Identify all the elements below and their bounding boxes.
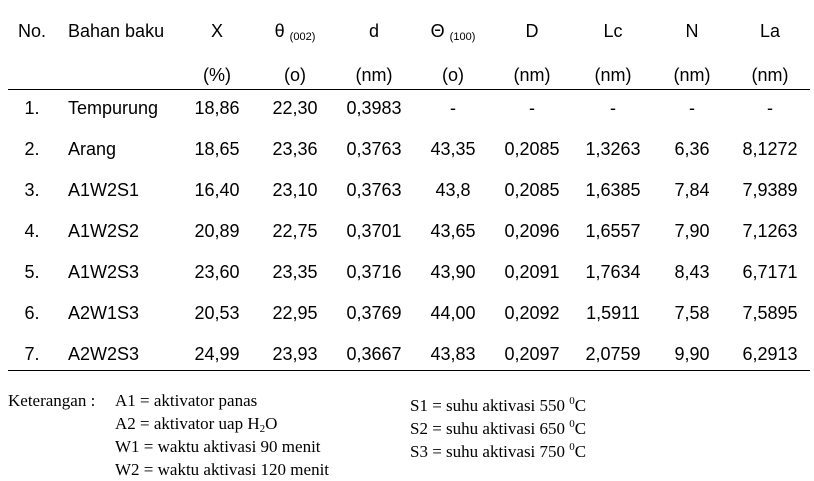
cell-n: 6,36 <box>674 139 710 159</box>
cell-crystallite-d: 0,2097 <box>504 344 560 364</box>
cell-theta-100: 43,83 <box>430 344 476 364</box>
cell-theta-100: 44,00 <box>430 303 476 323</box>
cell-d: 0,3667 <box>346 344 402 364</box>
cell-n: 7,58 <box>674 303 710 323</box>
cell-x: 16,40 <box>194 180 240 200</box>
header-d: d <box>368 21 380 41</box>
cell-no: 4. <box>24 221 40 241</box>
cell-lc: - <box>610 98 616 118</box>
cell-d: 0,3763 <box>346 139 402 159</box>
table-row <box>0 216 814 246</box>
header-theta-100: Θ $_{(100)}$ <box>430 21 476 43</box>
cell-material: A2W1S3 <box>68 303 140 323</box>
cell-d: 0,3983 <box>346 98 402 118</box>
note-a2: A2 = aktivator uap $H_2O$ <box>115 414 278 435</box>
table-row <box>0 175 814 205</box>
cell-n: 8,43 <box>674 262 710 282</box>
unit-theta-002: (o) <box>284 65 306 85</box>
header-crystallite-d: D <box>525 21 539 41</box>
cell-x: 23,60 <box>194 262 240 282</box>
cell-d: 0,3763 <box>346 180 402 200</box>
table-row <box>0 93 814 123</box>
cell-la: - <box>767 98 773 118</box>
cell-n: - <box>689 98 695 118</box>
note-s2: S2 = suhu aktivasi 650 $^0$C <box>410 418 587 438</box>
cell-lc: 1,5911 <box>586 303 640 323</box>
cell-d: 0,3716 <box>346 262 402 282</box>
cell-theta-100: 43,90 <box>430 262 476 282</box>
unit-n: (nm) <box>673 65 711 85</box>
cell-no: 7. <box>24 344 40 364</box>
cell-lc: 1,6385 <box>585 180 641 200</box>
cell-theta-002: 22,30 <box>272 98 318 118</box>
unit-x: (%) <box>203 65 231 85</box>
cell-la: 8,1272 <box>742 139 798 159</box>
cell-n: 9,90 <box>674 344 710 364</box>
cell-crystallite-d: 0,2085 <box>504 180 560 200</box>
cell-theta-100: 43,8 <box>435 180 471 200</box>
unit-lc: (nm) <box>594 65 632 85</box>
header-n: N <box>685 21 699 41</box>
cell-x: 20,53 <box>194 303 240 323</box>
unit-theta-100: (o) <box>442 65 464 85</box>
note-s1: S1 = suhu aktivasi 550 $^0$C <box>410 395 587 415</box>
cell-crystallite-d: - <box>529 98 535 118</box>
unit-crystallite-d: (nm) <box>513 65 551 85</box>
table-row <box>0 257 814 287</box>
units-row <box>0 60 814 90</box>
cell-x: 18,86 <box>194 98 240 118</box>
cell-crystallite-d: 0,2091 <box>504 262 560 282</box>
header-la: La <box>759 21 781 41</box>
cell-n: 7,90 <box>674 221 710 241</box>
cell-la: 7,5895 <box>742 303 798 323</box>
header-no: No. <box>17 21 47 41</box>
cell-crystallite-d: 0,2096 <box>504 221 560 241</box>
cell-theta-002: 23,10 <box>272 180 318 200</box>
cell-lc: 2,0759 <box>585 344 641 364</box>
header-rule <box>8 89 810 90</box>
note-a1: A1 = aktivator panas <box>115 391 258 410</box>
notes-label: Keterangan : <box>8 391 96 410</box>
cell-lc: 1,6557 <box>585 221 641 241</box>
cell-n: 7,84 <box>674 180 710 200</box>
unit-d: (nm) <box>355 65 393 85</box>
cell-material: A1W2S1 <box>68 180 140 200</box>
header-material: Bahan baku <box>68 21 165 41</box>
header-theta-002: θ $_{(002)}$ <box>274 21 316 43</box>
note-s3: S3 = suhu aktivasi 750 $^0$C <box>410 441 587 461</box>
cell-theta-002: 23,93 <box>272 344 318 364</box>
cell-la: 6,2913 <box>742 344 798 364</box>
bottom-rule <box>8 370 810 371</box>
note-w1: W1 = waktu aktivasi 90 menit <box>115 437 321 456</box>
cell-crystallite-d: 0,2085 <box>504 139 560 159</box>
cell-material: Arang <box>68 139 117 159</box>
cell-theta-002: 22,95 <box>272 303 318 323</box>
cell-x: 24,99 <box>194 344 240 364</box>
cell-material: Tempurung <box>68 98 159 118</box>
cell-no: 1. <box>24 98 40 118</box>
cell-no: 5. <box>24 262 40 282</box>
cell-d: 0,3769 <box>346 303 402 323</box>
cell-x: 18,65 <box>194 139 240 159</box>
cell-la: 7,9389 <box>742 180 798 200</box>
cell-no: 2. <box>24 139 40 159</box>
header-lc: Lc <box>603 21 623 41</box>
cell-material: A1W2S3 <box>68 262 140 282</box>
table-row <box>0 134 814 164</box>
cell-x: 20,89 <box>194 221 240 241</box>
cell-theta-002: 22,75 <box>272 221 318 241</box>
header-x: X <box>210 21 224 41</box>
cell-lc: 1,3263 <box>585 139 641 159</box>
table-row <box>0 339 814 369</box>
cell-d: 0,3701 <box>346 221 402 241</box>
cell-la: 6,7171 <box>742 262 798 282</box>
cell-material: A1W2S2 <box>68 221 140 241</box>
unit-la: (nm) <box>751 65 789 85</box>
cell-theta-002: 23,35 <box>272 262 318 282</box>
note-w2: W2 = waktu aktivasi 120 menit <box>115 460 330 479</box>
cell-lc: 1,7634 <box>585 262 641 282</box>
cell-theta-100: - <box>450 98 456 118</box>
cell-no: 6. <box>24 303 40 323</box>
cell-material: A2W2S3 <box>68 344 140 364</box>
table-row <box>0 298 814 328</box>
cell-crystallite-d: 0,2092 <box>504 303 560 323</box>
header-row <box>0 16 814 46</box>
cell-theta-002: 23,36 <box>272 139 318 159</box>
cell-no: 3. <box>24 180 40 200</box>
cell-theta-100: 43,65 <box>430 221 476 241</box>
cell-la: 7,1263 <box>742 221 798 241</box>
cell-theta-100: 43,35 <box>430 139 476 159</box>
